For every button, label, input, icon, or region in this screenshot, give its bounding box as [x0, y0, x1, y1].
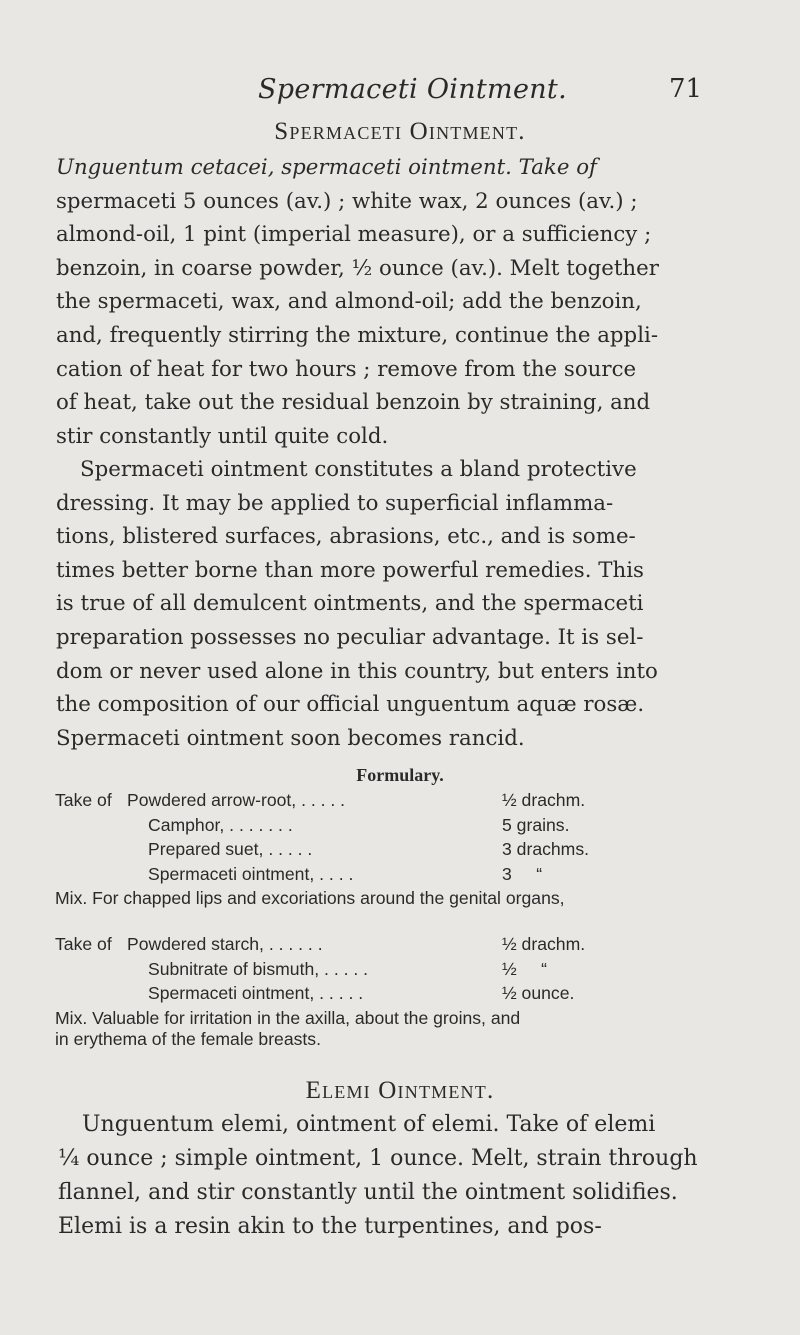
text-line: ¼ ounce ; simple ointment, 1 ounce. Melt, strain through — [58, 1146, 698, 1171]
leader-dots: . . . . . . — [268, 934, 323, 954]
recipe-arrow-root — [55, 790, 745, 909]
text-line: stir constantly until quite cold. — [56, 423, 389, 449]
text-line: Spermaceti ointment constitutes a bland protective — [80, 457, 637, 482]
ingredient-text: Spermaceti ointment, — [148, 983, 315, 1004]
running-title: Spermaceti Ointment. — [258, 74, 567, 105]
text-line — [56, 151, 736, 185]
ingredient-name — [148, 959, 368, 980]
text-line: tions, blistered surfaces, abrasions, etc., and is some- — [56, 524, 636, 550]
running-header — [0, 74, 800, 114]
ingredient-name — [148, 864, 353, 885]
ingredient-quantity: 3 drachms. — [502, 839, 590, 860]
ingredient-quantity: ½ drachm. — [502, 790, 586, 810]
leader-dots: . . . . . — [324, 958, 369, 979]
section-heading-spermaceti: Spermaceti Ointment. — [274, 118, 526, 145]
ingredient-text: Powdered starch, — [127, 934, 264, 954]
recipe-line — [55, 815, 745, 840]
text-line: spermaceti 5 ounces (av.) ; white wax, 2 ounces (av.) ; — [56, 188, 638, 214]
ingredient-text: Subnitrate of bismuth, — [148, 958, 320, 979]
recipe-line — [55, 934, 745, 959]
leader-dots: . . . . . — [319, 983, 364, 1004]
text-line: Elemi is a resin akin to the turpentines, and pos- — [58, 1214, 602, 1239]
formulary-heading: Formulary. — [356, 765, 444, 785]
text-line: almond-oil, 1 pint (imperial measure), or a sufficiency ; — [56, 222, 652, 248]
ingredient-text: Camphor, — [148, 814, 225, 835]
line-text: Unguentum cetacei, spermaceti ointment. Take of — [56, 155, 597, 180]
page-number: 71 — [669, 74, 703, 104]
ingredient-name — [127, 934, 323, 955]
text-line: the spermaceti, wax, and almond-oil; add the benzoin, — [56, 289, 642, 315]
ingredient-quantity: ½ ounce. — [502, 983, 575, 1004]
text-line: is true of all demulcent ointments, and the spermaceti — [56, 591, 644, 617]
ingredient-name — [148, 815, 293, 836]
leader-dots: . . . . . — [268, 839, 313, 860]
ingredient-quantity: ½ “ — [502, 958, 547, 979]
recipe-line — [55, 983, 745, 1008]
recipe-line — [55, 790, 745, 815]
take-of-label: Take of — [55, 790, 112, 810]
ingredient-text: Spermaceti ointment, — [148, 863, 315, 884]
text-line: dressing. It may be applied to superficial inflamma- — [56, 490, 614, 516]
text-line: benzoin, in coarse powder, ½ ounce (av.). Melt together — [56, 255, 659, 281]
ingredient-name — [127, 790, 345, 811]
ingredient-quantity: 5 grains. — [502, 814, 570, 835]
mix-instruction-continued: in erythema of the female breasts. — [55, 1028, 321, 1049]
ingredient-name — [148, 839, 312, 860]
text-line: preparation possesses no peculiar advantage. It is sel- — [56, 624, 644, 650]
spermaceti-paragraph-2 — [56, 453, 736, 755]
section-heading-elemi: Elemi Ointment. — [305, 1077, 495, 1104]
text-line: dom or never used alone in this country, but enters into — [56, 658, 658, 684]
text-line: and, frequently stirring the mixture, continue the appli- — [56, 322, 659, 348]
spermaceti-paragraph-1 — [56, 151, 736, 453]
take-of-label: Take of — [55, 934, 112, 954]
text-line: times better borne than more powerful remedies. This — [56, 557, 644, 583]
text-line: cation of heat for two hours ; remove from the source — [56, 356, 637, 382]
recipe-line — [55, 959, 745, 984]
leader-dots: . . . . — [319, 863, 354, 884]
recipe-starch — [55, 934, 745, 1050]
recipe-line — [55, 839, 745, 864]
text-line: Spermaceti ointment soon becomes rancid. — [56, 725, 525, 751]
ingredient-quantity: 3 “ — [502, 863, 543, 884]
ingredient-text: Powdered arrow-root, — [127, 790, 297, 810]
text-line: the composition of our official unguentum aquæ rosæ. — [56, 692, 645, 718]
text-line: flannel, and stir constantly until the ointment solidifies. — [58, 1180, 678, 1205]
mix-instruction: Mix. Valuable for irritation in the axilla, about the groins, and — [55, 1007, 521, 1028]
leader-dots: . . . . . . . — [229, 814, 293, 835]
text-line: of heat, take out the residual benzoin by straining, and — [56, 390, 651, 416]
ingredient-quantity: ½ drachm. — [502, 934, 586, 954]
leader-dots: . . . . . — [301, 790, 346, 810]
ingredient-name — [148, 983, 363, 1004]
text-line: Unguentum elemi, ointment of elemi. Take of elemi — [82, 1112, 656, 1137]
ingredient-text: Prepared suet, — [148, 839, 264, 860]
recipe-line — [55, 864, 745, 889]
mix-instruction: Mix. For chapped lips and excoriations around the genital organs, — [55, 888, 565, 909]
elemi-paragraph — [58, 1108, 738, 1244]
